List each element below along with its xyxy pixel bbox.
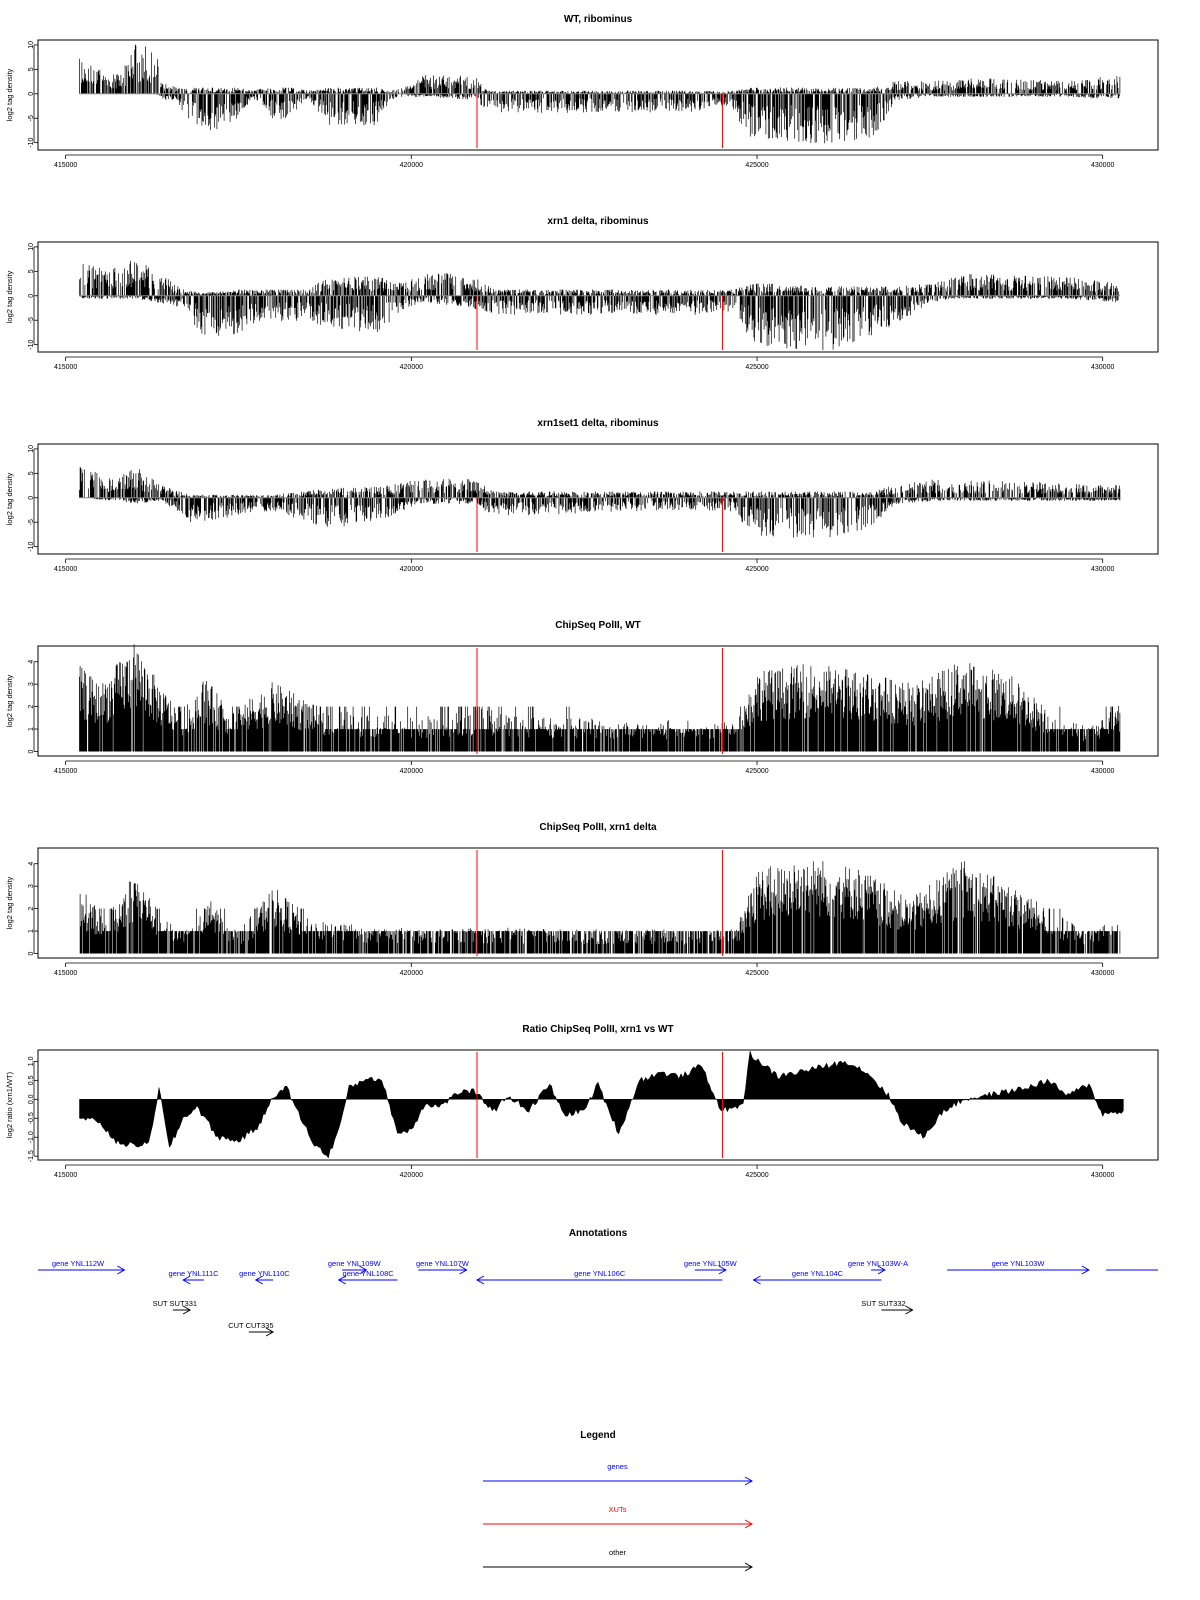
y-axis-label: log2 tag density [5, 876, 14, 930]
y-tick-label: -10 [27, 339, 35, 350]
ratio-area [80, 1051, 1124, 1158]
panel-title: ChipSeq PolII, WT [555, 620, 641, 631]
x-tick-label: 430000 [1091, 364, 1115, 371]
legend-label: genes [607, 1462, 628, 1471]
x-tick-label: 425000 [745, 1172, 769, 1179]
x-axis [54, 357, 1115, 371]
y-tick-label: 0.5 [27, 1075, 35, 1086]
y-axis [5, 445, 38, 552]
x-axis [54, 559, 1115, 573]
y-axis [5, 41, 38, 148]
annotations-title: Annotations [568, 1228, 628, 1239]
feature-6 [416, 1259, 470, 1274]
x-tick-label: 425000 [745, 364, 769, 371]
feature-label: gene YNL103W-A [847, 1259, 909, 1268]
x-tick-label: 420000 [399, 768, 424, 775]
density-bars [80, 644, 1120, 751]
panel-title: xrn1 delta, ribominus [547, 216, 649, 227]
x-tick-label: 420000 [399, 364, 424, 371]
x-axis [54, 155, 1115, 169]
track-panel-2 [5, 216, 1158, 371]
feature-label: SUT SUT331 [152, 1299, 198, 1308]
feature-label: gene YNL104C [791, 1269, 844, 1278]
feature-label: gene YNL110C [239, 1269, 290, 1278]
y-tick-label: 4 [27, 861, 35, 866]
feature-label: gene YNL111C [168, 1269, 219, 1278]
legend-title: Legend [580, 1430, 616, 1441]
y-tick-label: 10 [27, 40, 35, 49]
legend-panel [483, 1430, 752, 1571]
y-tick-label: -10 [27, 137, 35, 148]
y-tick-label: -5 [27, 519, 35, 526]
y-tick-label: 0 [27, 293, 35, 298]
feature-5 [339, 1269, 398, 1284]
x-tick-label: 415000 [53, 768, 78, 775]
feature-label: CUT CUT335 [228, 1321, 274, 1330]
y-tick-label: 2 [27, 704, 35, 709]
y-tick-label: -1.0 [27, 1131, 35, 1144]
y-tick-label: 5 [27, 67, 35, 72]
x-tick-label: 425000 [745, 768, 769, 775]
feature-14 [228, 1321, 273, 1336]
panel-title: ChipSeq PolII, xrn1 delta [539, 822, 657, 833]
x-tick-label: 425000 [745, 162, 769, 169]
panel-title: xrn1set1 delta, ribominus [537, 418, 659, 429]
feature-13 [153, 1299, 197, 1314]
legend-entry-XUTs [483, 1505, 752, 1528]
track-panel-1 [5, 14, 1158, 169]
x-tick-label: 430000 [1091, 1172, 1115, 1179]
y-tick-label: 1.0 [27, 1056, 35, 1067]
plot-area [79, 261, 1119, 350]
y-axis [5, 1056, 38, 1162]
y-axis-label: log2 ratio (xrn1/WT) [5, 1071, 14, 1139]
feature-3 [239, 1269, 290, 1284]
feature-label: gene YNL107W [416, 1259, 469, 1268]
y-tick-label: 2 [27, 906, 35, 911]
y-axis [5, 243, 38, 350]
feature-8 [684, 1259, 738, 1274]
y-axis-label: log2 tag density [5, 674, 14, 728]
feature-label: gene YNL112W [51, 1259, 105, 1268]
panel-title: Ratio ChipSeq PolII, xrn1 vs WT [522, 1024, 674, 1035]
y-tick-label: -0.5 [27, 1112, 35, 1125]
track-panel-3 [5, 418, 1158, 573]
feature-11 [947, 1259, 1089, 1274]
y-tick-label: 5 [27, 269, 35, 274]
feature-15 [861, 1299, 912, 1314]
feature-label: gene YNL103W [991, 1259, 1045, 1268]
y-tick-label: 4 [27, 659, 35, 664]
x-tick-label: 420000 [399, 162, 424, 169]
feature-9 [754, 1269, 882, 1284]
legend-entry-genes [483, 1462, 752, 1485]
x-tick-label: 415000 [53, 566, 78, 573]
feature-2 [169, 1269, 220, 1284]
y-tick-label: 0.0 [27, 1094, 35, 1105]
annotations-panel [38, 1228, 1158, 1336]
x-tick-label: 420000 [399, 970, 424, 977]
y-tick-label: 0 [27, 749, 35, 754]
feature-label: gene YNL105W [683, 1259, 737, 1268]
x-tick-label: 425000 [745, 970, 769, 977]
x-tick-label: 430000 [1091, 566, 1115, 573]
feature-1 [38, 1259, 124, 1274]
plot-frame [38, 444, 1158, 554]
x-tick-label: 420000 [399, 566, 424, 573]
x-tick-label: 415000 [53, 162, 78, 169]
legend-entry-other [483, 1548, 752, 1571]
x-tick-label: 430000 [1091, 970, 1115, 977]
plot-area [80, 861, 1120, 953]
density-bars [80, 467, 1120, 537]
y-tick-label: 3 [27, 884, 35, 889]
x-axis [54, 761, 1115, 775]
y-tick-label: 0 [27, 495, 35, 500]
y-tick-label: 3 [27, 682, 35, 687]
y-axis-label: log2 tag density [5, 68, 14, 122]
y-axis-label: log2 tag density [5, 270, 14, 324]
feature-label: gene YNL109W [327, 1259, 381, 1268]
y-axis [5, 862, 38, 956]
x-tick-label: 430000 [1091, 162, 1115, 169]
x-tick-label: 420000 [399, 1172, 424, 1179]
y-tick-label: 5 [27, 471, 35, 476]
feature-label: SUT SUT332 [861, 1299, 906, 1308]
feature-7 [477, 1269, 722, 1284]
feature-label: gene YNL108C [342, 1269, 394, 1278]
y-tick-label: 10 [27, 242, 35, 251]
feature-10 [848, 1259, 908, 1274]
y-axis-label: log2 tag density [5, 472, 14, 526]
y-tick-label: 0 [27, 951, 35, 956]
y-tick-label: -10 [27, 541, 35, 552]
y-tick-label: -5 [27, 317, 35, 324]
x-tick-label: 415000 [53, 970, 78, 977]
y-tick-label: 0 [27, 91, 35, 96]
legend-label: XUTs [608, 1505, 627, 1514]
density-bars [80, 861, 1120, 953]
panel-title: WT, ribominus [563, 14, 633, 25]
track-panel-6 [5, 1024, 1158, 1179]
y-tick-label: 10 [27, 444, 35, 453]
plot-area [80, 644, 1120, 751]
y-tick-label: 1 [27, 929, 35, 934]
plot-area [80, 1051, 1124, 1158]
plot-area [79, 467, 1119, 537]
density-bars [80, 261, 1119, 350]
plot-area [79, 45, 1119, 144]
x-tick-label: 415000 [53, 1172, 78, 1179]
x-tick-label: 415000 [53, 364, 78, 371]
x-axis [54, 963, 1115, 977]
x-tick-label: 425000 [745, 566, 769, 573]
y-axis [5, 660, 38, 754]
legend-label: other [608, 1548, 627, 1557]
x-tick-label: 430000 [1091, 768, 1115, 775]
track-panel-5 [5, 822, 1158, 977]
track-panel-4 [5, 620, 1158, 775]
y-tick-label: -5 [27, 115, 35, 122]
y-tick-label: 1 [27, 727, 35, 732]
feature-label: gene YNL106C [574, 1269, 626, 1278]
y-tick-label: -1.5 [27, 1150, 35, 1163]
x-axis [54, 1165, 1115, 1179]
